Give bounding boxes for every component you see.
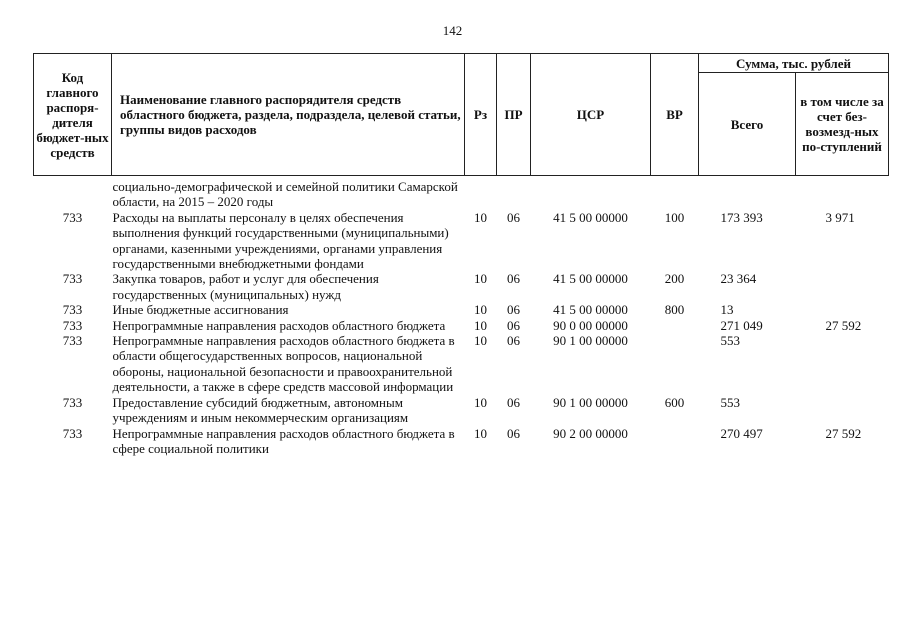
header-total: Всего bbox=[699, 73, 796, 176]
cell-gratuit bbox=[796, 176, 889, 210]
cell-gratuit bbox=[796, 271, 889, 302]
page-number: 142 bbox=[442, 23, 463, 38]
cell-pr bbox=[497, 176, 531, 210]
table-body bbox=[34, 176, 889, 457]
cell-pr: 06 bbox=[507, 425, 520, 441]
header-name: Наименование главного распорядителя средств областного бюджета, раздела, подраздела, целевой статьи, группы видов расходов bbox=[112, 54, 465, 176]
cell-csr: 41 5 00 00000 bbox=[553, 302, 628, 318]
table-row bbox=[34, 426, 889, 457]
cell-name: Иные бюджетные ассигнования bbox=[112, 302, 289, 318]
cell-gratuit bbox=[796, 395, 889, 426]
cell-csr: 41 5 00 00000 bbox=[553, 209, 628, 225]
cell-vr: 800 bbox=[664, 302, 685, 318]
cell-total: 553 bbox=[720, 394, 740, 410]
cell-name: Предоставление субсидий бюджетным, автономным учреждениям и иным некоммерческим организациям bbox=[112, 394, 409, 426]
header-sum-group: Сумма, тыс. рублей bbox=[699, 54, 889, 73]
cell-name: Закупка товаров, работ и услуг для обеспечения государственных (муниципальных) нужд bbox=[112, 271, 379, 302]
budget-table bbox=[33, 53, 889, 456]
table-row bbox=[34, 302, 889, 317]
cell-pr: 06 bbox=[507, 209, 520, 225]
cell-total: 553 bbox=[720, 333, 740, 349]
cell-csr: 90 1 00 00000 bbox=[553, 394, 628, 410]
cell-total: 271 049 bbox=[720, 317, 763, 333]
table-row bbox=[34, 210, 889, 272]
cell-total: 13 bbox=[720, 302, 734, 318]
cell-pr: 06 bbox=[507, 317, 520, 333]
cell-code bbox=[34, 176, 112, 210]
table-header bbox=[34, 54, 889, 176]
cell-pr: 06 bbox=[507, 302, 520, 318]
header-csr: ЦСР bbox=[531, 54, 651, 176]
cell-rz: 10 bbox=[474, 209, 487, 225]
cell-total bbox=[699, 176, 796, 210]
cell-code: 733 bbox=[62, 271, 83, 287]
table-row bbox=[34, 271, 889, 302]
cell-pr: 06 bbox=[507, 271, 520, 287]
cell-total: 270 497 bbox=[720, 425, 763, 441]
cell-rz: 10 bbox=[474, 394, 487, 410]
cell-gratuit: 3 971 bbox=[825, 209, 855, 225]
cell-gratuit: 27 592 bbox=[825, 317, 862, 333]
header-vr: ВР bbox=[651, 54, 699, 176]
cell-rz: 10 bbox=[474, 317, 487, 333]
cell-pr: 06 bbox=[507, 394, 520, 410]
cell-gratuit: 27 592 bbox=[825, 425, 862, 441]
cell-name: Непрограммные направления расходов областного бюджета bbox=[112, 317, 446, 333]
header-code: Код главного распоря-дителя бюджет-ных средств bbox=[34, 54, 112, 176]
table-row bbox=[34, 176, 889, 210]
cell-code: 733 bbox=[62, 209, 83, 225]
cell-csr: 90 1 00 00000 bbox=[553, 333, 628, 349]
cell-gratuit bbox=[796, 333, 889, 395]
cell-name: Непрограммные направления расходов областного бюджета в области общегосударственных вопросов, национальной обороны, национальной безопасности и правоохранительной деятельности, а также в сфере средств массовой информации bbox=[112, 333, 455, 395]
cell-csr: 90 2 00 00000 bbox=[553, 425, 628, 441]
cell-csr: 90 0 00 00000 bbox=[553, 317, 628, 333]
header-rz: Рз bbox=[465, 54, 497, 176]
cell-vr: 600 bbox=[664, 394, 685, 410]
cell-total: 173 393 bbox=[720, 209, 763, 225]
table-row bbox=[34, 333, 889, 395]
cell-rz: 10 bbox=[474, 425, 487, 441]
cell-code: 733 bbox=[62, 425, 83, 441]
cell-rz: 10 bbox=[474, 333, 487, 349]
cell-csr: 41 5 00 00000 bbox=[553, 271, 628, 287]
cell-csr bbox=[531, 176, 651, 210]
cell-total: 23 364 bbox=[720, 271, 757, 287]
table-row bbox=[34, 395, 889, 426]
table-row bbox=[34, 318, 889, 333]
header-gratuit: в том числе за счет без-возмезд-ных по-ступлений bbox=[796, 73, 889, 176]
cell-name: Непрограммные направления расходов областного бюджета в сфере социальной политики bbox=[112, 425, 455, 456]
header-pr: ПР bbox=[497, 54, 531, 176]
cell-gratuit bbox=[796, 302, 889, 317]
cell-vr: 100 bbox=[664, 209, 685, 225]
cell-vr bbox=[651, 426, 699, 457]
cell-pr: 06 bbox=[507, 333, 520, 349]
cell-rz: 10 bbox=[474, 302, 487, 318]
cell-code: 733 bbox=[62, 394, 83, 410]
cell-vr bbox=[651, 318, 699, 333]
cell-name: Расходы на выплаты персоналу в целях обеспечения выполнения функций государственными (муниципальными) органами, казенными учреждениями, органами управления государственными внебюджетными фондами bbox=[112, 209, 449, 272]
cell-code: 733 bbox=[62, 302, 83, 318]
cell-code: 733 bbox=[62, 317, 83, 333]
cell-code: 733 bbox=[62, 333, 83, 349]
cell-rz: 10 bbox=[474, 271, 487, 287]
cell-vr: 200 bbox=[664, 271, 685, 287]
cell-name: социально-демографической и семейной политики Самарской области, на 2015 – 2020 годы bbox=[112, 179, 458, 210]
cell-vr bbox=[651, 176, 699, 210]
cell-vr bbox=[651, 333, 699, 395]
cell-rz bbox=[465, 176, 497, 210]
